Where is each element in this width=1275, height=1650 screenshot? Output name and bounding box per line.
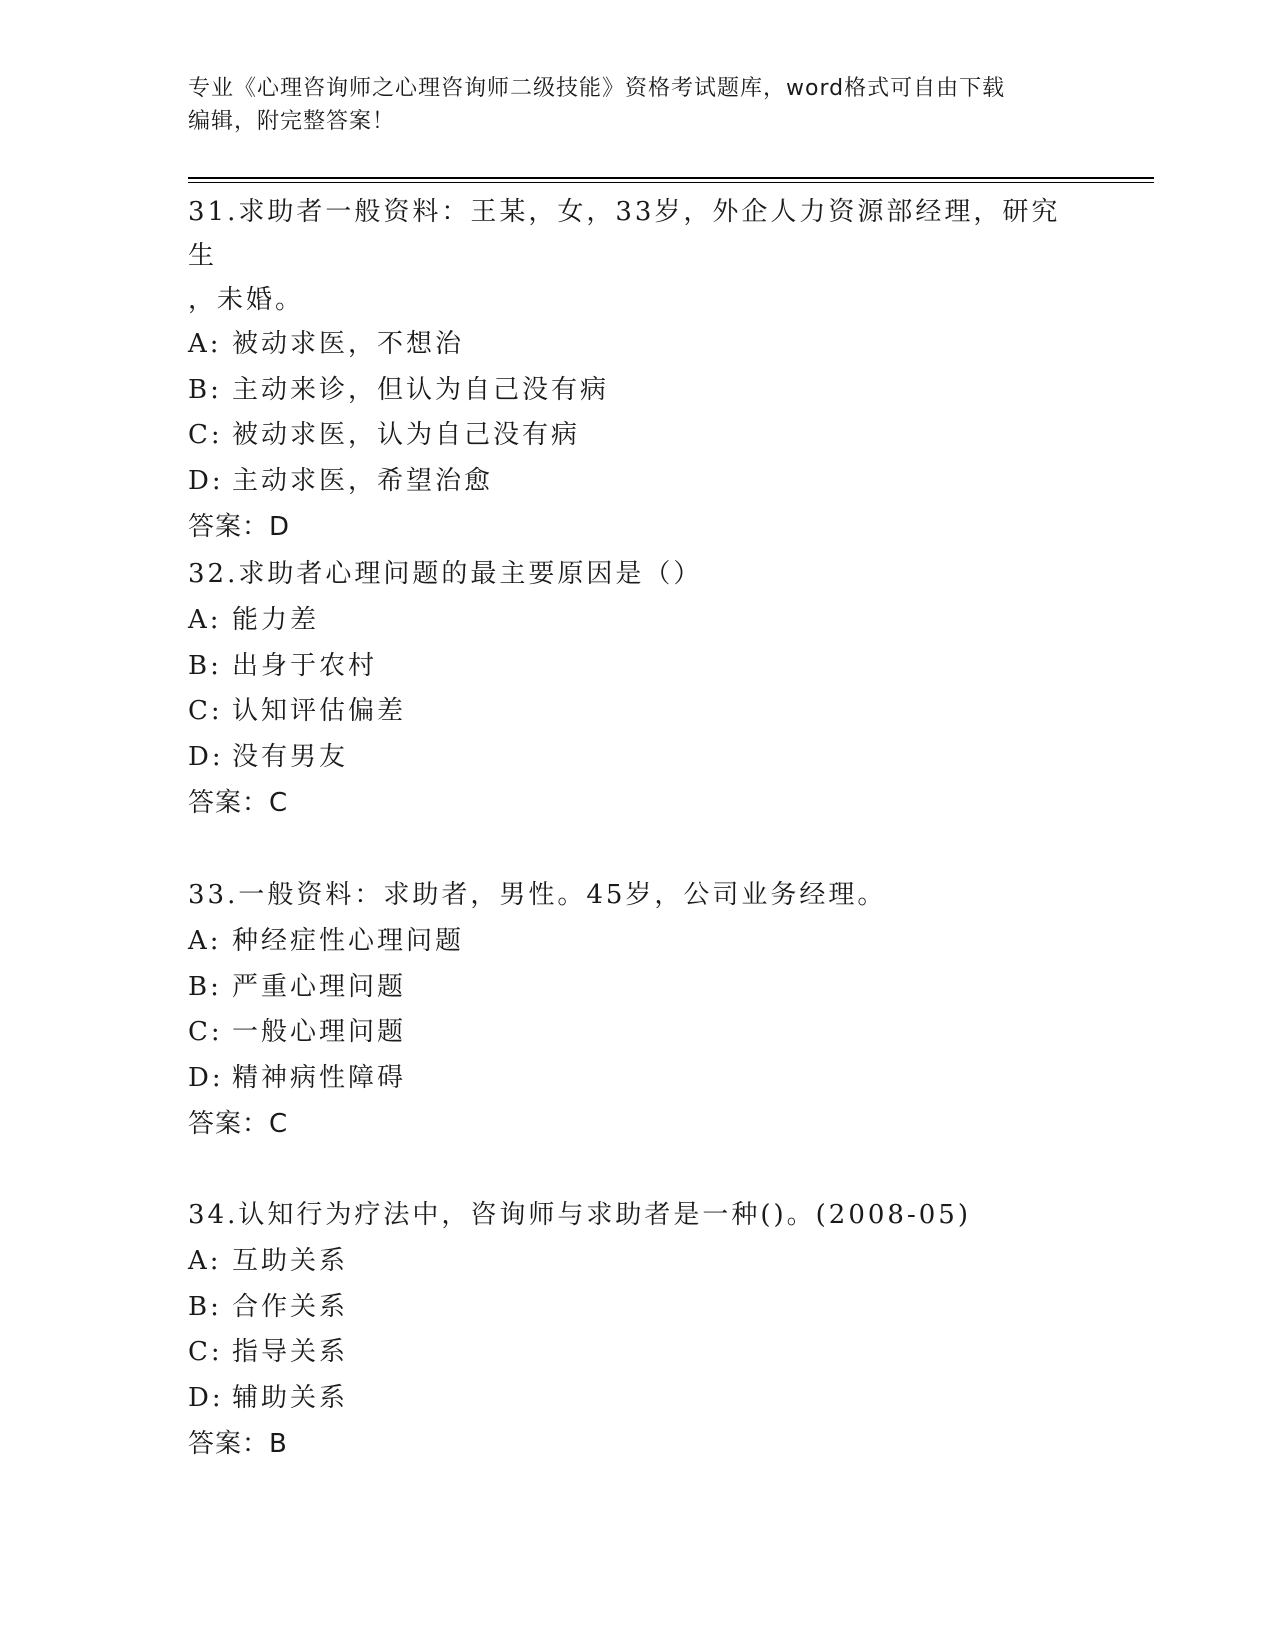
option-key: D: xyxy=(188,1382,224,1413)
option-text: 指导关系 xyxy=(232,1337,349,1367)
option-text: 主动来诊，但认为自己没有病 xyxy=(232,374,610,405)
option-text: 出身于农村 xyxy=(232,650,378,681)
answer-line: 答案：C xyxy=(188,1109,289,1139)
option-key: C: xyxy=(188,696,223,726)
option-key: D: xyxy=(188,741,224,772)
option-text: 认知评估偏差 xyxy=(232,696,407,726)
question-33 xyxy=(188,873,1088,1147)
option-text: 合作关系 xyxy=(232,1291,349,1322)
option-d xyxy=(188,1376,1088,1422)
option-c xyxy=(188,413,1088,459)
option-text: 能力差 xyxy=(232,605,320,635)
option-b xyxy=(188,1285,1088,1331)
option-text: 精神病性障碍 xyxy=(232,1062,407,1093)
option-key: B: xyxy=(188,650,222,681)
question-stem: 34.认知行为疗法中，咨询师与求助者是一种()。(2008-05) xyxy=(188,1200,971,1230)
question-stem: 31.求助者一般资料：王某，女，33岁，外企人力资源部经理，研究生 xyxy=(188,197,1061,271)
header-divider-thin xyxy=(188,182,1154,183)
option-text: 被动求医，不想治 xyxy=(232,329,465,359)
option-text: 种经症性心理问题 xyxy=(232,926,465,956)
option-a xyxy=(188,1239,1088,1285)
option-b xyxy=(188,368,1088,414)
option-a xyxy=(188,322,1088,368)
option-text: 被动求医，认为自己没有病 xyxy=(232,420,581,450)
header-line-2: 编辑，附完整答案！ xyxy=(188,109,396,134)
option-d xyxy=(188,1056,1088,1102)
option-text: 互助关系 xyxy=(232,1246,349,1276)
question-stem-continued: ，未婚。 xyxy=(188,285,305,315)
option-key: A: xyxy=(188,329,222,359)
option-text: 一般心理问题 xyxy=(232,1017,407,1047)
option-key: B: xyxy=(188,374,222,405)
option-key: C: xyxy=(188,420,223,450)
question-32 xyxy=(188,552,1088,826)
question-stem: 32.求助者心理问题的最主要原因是（） xyxy=(188,559,703,589)
option-c xyxy=(188,689,1088,735)
option-text: 没有男友 xyxy=(232,741,349,772)
question-31 xyxy=(188,190,1088,550)
option-text: 严重心理问题 xyxy=(232,971,407,1002)
option-c xyxy=(188,1010,1088,1056)
answer-line: 答案：B xyxy=(188,1429,288,1459)
option-b xyxy=(188,644,1088,690)
option-key: D: xyxy=(188,1062,224,1093)
option-b xyxy=(188,965,1088,1011)
option-d xyxy=(188,735,1088,781)
answer-line: 答案：C xyxy=(188,788,289,818)
option-key: B: xyxy=(188,971,222,1002)
question-stem: 33.一般资料：求助者，男性。45岁，公司业务经理。 xyxy=(188,880,887,910)
option-text: 主动求医，希望治愈 xyxy=(232,465,494,496)
document-header xyxy=(188,72,1088,138)
option-a xyxy=(188,598,1088,644)
answer-line: 答案：D xyxy=(188,512,291,542)
option-d xyxy=(188,459,1088,505)
option-key: A: xyxy=(188,1246,222,1276)
header-divider-thick xyxy=(188,177,1154,179)
option-c xyxy=(188,1330,1088,1376)
option-key: C: xyxy=(188,1337,223,1367)
option-a xyxy=(188,919,1088,965)
option-key: D: xyxy=(188,465,224,496)
option-key: A: xyxy=(188,926,222,956)
header-line-1: 专业《心理咨询师之心理咨询师二级技能》资格考试题库，word格式可自由下载 xyxy=(188,76,1006,101)
option-key: A: xyxy=(188,605,222,635)
question-34 xyxy=(188,1193,1088,1467)
option-key: C: xyxy=(188,1017,223,1047)
option-text: 辅助关系 xyxy=(232,1382,349,1413)
option-key: B: xyxy=(188,1291,222,1322)
